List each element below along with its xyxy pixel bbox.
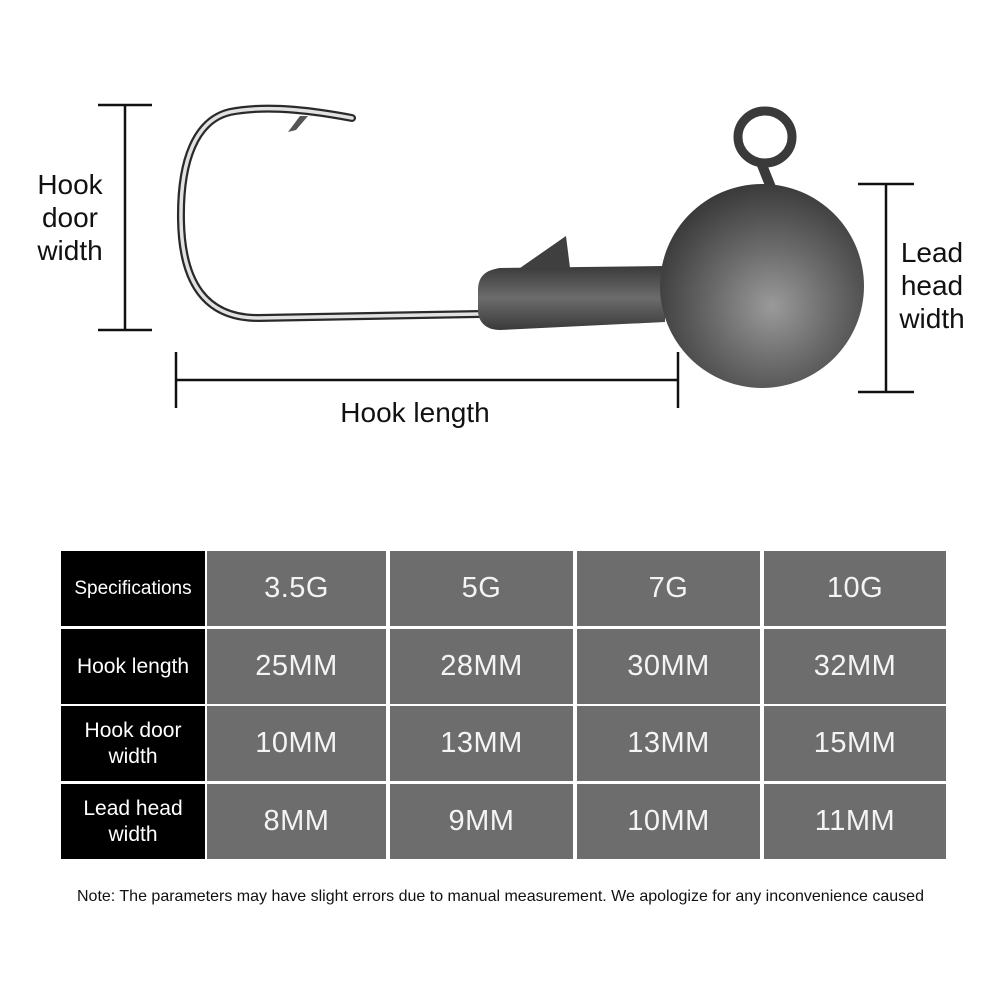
table-cell: 3.5G <box>207 551 386 626</box>
table-cell: 7G <box>577 551 760 626</box>
measurement-note: Note: The parameters may have slight errors due to manual measurement. We apologize for any inconvenience caused <box>77 888 924 905</box>
hook-length-label: Hook length <box>340 397 490 428</box>
specifications-table <box>61 551 946 859</box>
lead-head-ball <box>660 184 864 388</box>
jig-shank <box>478 236 665 330</box>
row-header-hook-door-width <box>61 706 205 781</box>
table-cell: 9MM <box>390 784 573 859</box>
row-header-hook-length: Hook length <box>61 629 205 704</box>
jig-head-diagram <box>0 0 1001 480</box>
table-row <box>61 629 946 704</box>
hook-door-width-label-line: door <box>41 202 99 233</box>
table-cell: 28MM <box>390 629 573 704</box>
table-cell: 13MM <box>390 706 573 781</box>
table-cell: 10MM <box>207 706 386 781</box>
table-cell: 30MM <box>577 629 760 704</box>
line-eye <box>738 111 792 190</box>
table-cell: 10G <box>764 551 946 626</box>
hook-door-width-label-line: Hook <box>37 169 103 200</box>
table-row <box>61 784 946 859</box>
table-cell: 13MM <box>577 706 760 781</box>
lead-head-width-label-line: head <box>900 270 964 301</box>
lead-head-width-label-line: width <box>899 303 965 334</box>
row-header-line: Hook door <box>84 718 182 742</box>
table-cell: 11MM <box>764 784 946 859</box>
table-row <box>61 551 946 626</box>
table-cell: 8MM <box>207 784 386 859</box>
row-header-lead-head-width <box>61 784 205 859</box>
table-cell: 5G <box>390 551 573 626</box>
hook-door-width-label <box>26 168 114 267</box>
table-cell: 25MM <box>207 629 386 704</box>
hook-wire <box>181 109 480 318</box>
row-header-line: width <box>108 822 158 846</box>
lead-head-width-label-line: Lead <box>900 237 964 268</box>
row-header-specifications: Specifications <box>61 551 205 626</box>
table-cell: 15MM <box>764 706 946 781</box>
hook-door-width-label-line: width <box>37 235 103 266</box>
row-header-line: Lead head <box>83 796 183 820</box>
table-row <box>61 706 946 781</box>
row-header-line: width <box>108 744 158 768</box>
table-cell: 10MM <box>577 784 760 859</box>
table-cell: 32MM <box>764 629 946 704</box>
lead-head-width-label <box>888 236 976 335</box>
